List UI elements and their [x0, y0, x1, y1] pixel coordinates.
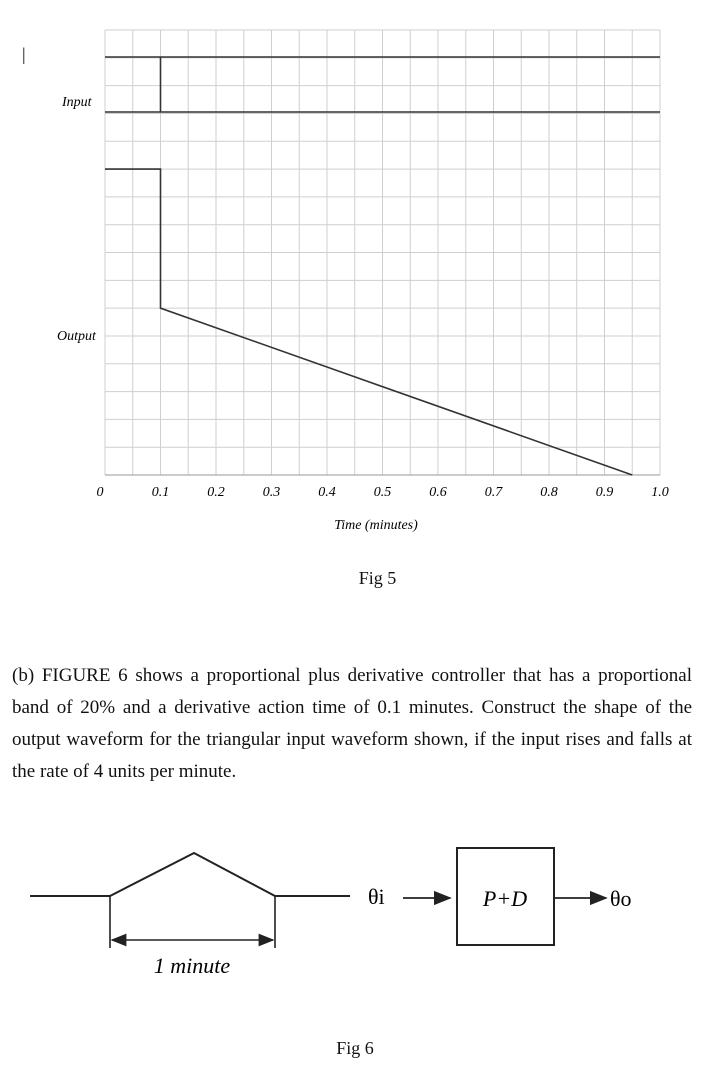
- x-tick-labels: [97, 485, 669, 500]
- x-tick-label: 0: [96, 485, 104, 500]
- fig6-caption: Fig 6: [336, 1038, 374, 1058]
- duration-label: 1 minute: [153, 953, 231, 978]
- block-label: P+D: [482, 886, 528, 911]
- triangular-input-waveform: [30, 853, 350, 896]
- margin-mark: |: [22, 44, 26, 64]
- x-tick-label: 0.2: [207, 485, 225, 500]
- x-tick-label: 0.9: [595, 485, 614, 500]
- x-tick-label: 0.8: [540, 485, 558, 500]
- x-tick-label: 0.5: [373, 485, 392, 500]
- input-axis-label: Input: [62, 95, 92, 110]
- fig6-diagram: [0, 830, 725, 990]
- x-tick-label: 0.7: [484, 485, 503, 500]
- chart-grid: [105, 30, 660, 475]
- x-tick-label: 0.1: [151, 485, 170, 500]
- x-tick-label: 1.0: [651, 485, 669, 500]
- x-tick-label: 0.4: [318, 485, 336, 500]
- output-waveform-line: [105, 169, 632, 475]
- fig5-caption: Fig 5: [358, 568, 397, 588]
- x-axis-title: Time (minutes): [334, 518, 418, 533]
- x-tick-label: 0.6: [429, 485, 447, 500]
- output-axis-label: Output: [57, 329, 96, 344]
- output-symbol: θo: [610, 886, 632, 911]
- x-tick-label: 0.3: [262, 485, 281, 500]
- input-symbol: θi: [368, 884, 385, 909]
- question-b-text: (b) FIGURE 6 shows a proportional plus derivative controller that has a proportional band of 20% and a derivative action time of 0.1 minutes. Construct the shape of the output waveform for the triangular input waveform shown, if the input rises and falls at the rate of 4 units per minute.: [12, 665, 692, 782]
